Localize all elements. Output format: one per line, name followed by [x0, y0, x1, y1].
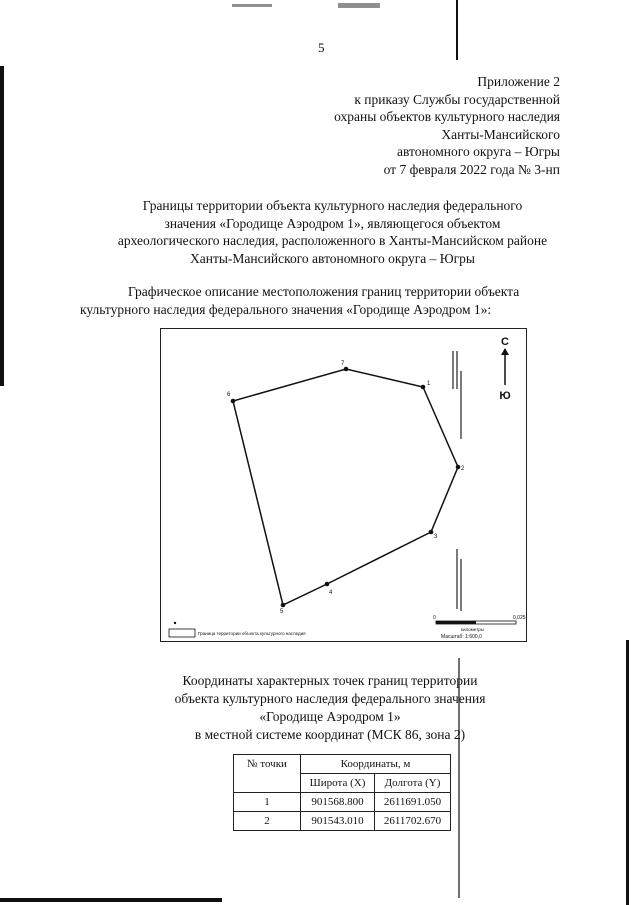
table-row [234, 793, 451, 812]
title-line: значения «Городище Аэродром 1», являющегося объектом [164, 215, 501, 231]
legend-swatch [169, 629, 195, 637]
table-row [234, 812, 451, 831]
title-line: археологического наследия, расположенного в Ханты-Мансийском районе [117, 233, 548, 248]
caption-line: Координаты характерных точек границ территории [182, 673, 478, 688]
cell-latitude: 901568.800 [301, 793, 375, 812]
appendix-header [240, 73, 560, 178]
cell-point-number: 2 [234, 812, 301, 831]
compass-north-label: С [501, 336, 509, 348]
boundary-map-svg [161, 329, 528, 643]
caption-line: «Городище Аэродром 1» [259, 709, 401, 724]
boundary-polygon [233, 369, 458, 605]
title-line: Ханты-Мансийского автономного округа – Югры [190, 250, 475, 266]
point-label: 2 [461, 466, 465, 472]
scale-ratio: Масштаб: 1:600,0 [441, 634, 482, 640]
title-line: Границы территории объекта культурного наследия федерального [142, 198, 523, 213]
boundary-point [421, 385, 426, 390]
header-point-number: № точки [234, 755, 301, 793]
scan-edge-line-bottom [0, 898, 222, 902]
header-coordinates: Координаты, м [301, 755, 451, 774]
header-longitude: Долгота (Y) [375, 774, 451, 793]
appendix-line: от 7 февраля 2022 года № 3-нп [383, 161, 560, 177]
map-legend [169, 622, 306, 637]
appendix-line: к приказу Службы государственной [354, 91, 560, 107]
scale-bar [433, 615, 526, 640]
boundary-point [325, 582, 330, 587]
scan-edge-line-right [456, 0, 458, 60]
boundary-point [456, 465, 461, 470]
point-label: 6 [227, 392, 231, 398]
legend-marker-dot [174, 622, 176, 624]
cell-point-number: 1 [234, 793, 301, 812]
compass-arrowhead [501, 348, 509, 355]
scan-edge-line-left [0, 66, 4, 386]
appendix-line: Ханты-Мансийского [441, 126, 560, 142]
scale-unit: километры [461, 627, 484, 632]
compass-south-label: Ю [499, 390, 511, 402]
scan-edge-line-bottom-right [626, 640, 629, 905]
point-label: 7 [341, 361, 345, 367]
appendix-line: охраны объектов культурного наследия [334, 109, 560, 124]
scan-noise-top [232, 4, 272, 7]
coordinates-table [233, 754, 451, 831]
point-label: 5 [280, 609, 284, 615]
page-number: 5 [318, 40, 325, 55]
intro-paragraph: Графическое описание местоположения границ территории объекта культурного наследия федерального значения «Городище Аэродром 1»: [80, 284, 520, 317]
compass [499, 336, 510, 402]
scan-noise-top-2 [338, 3, 380, 8]
document-title [60, 197, 605, 267]
boundary-point [231, 399, 236, 404]
scale-end: 0,025 [513, 615, 526, 621]
boundary-point [344, 367, 349, 372]
coordinates-caption [100, 672, 560, 744]
boundary-points [231, 367, 461, 608]
table-header-row [234, 755, 451, 774]
cell-longitude: 2611702.670 [375, 812, 451, 831]
boundary-point [281, 603, 286, 608]
cell-latitude: 901543.010 [301, 812, 375, 831]
caption-line: объекта культурного наследия федерального значения [174, 691, 486, 706]
cell-longitude: 2611691.050 [375, 793, 451, 812]
appendix-line: Приложение 2 [477, 74, 560, 89]
boundary-point [429, 530, 434, 535]
boundary-map [160, 328, 527, 642]
point-label: 3 [434, 534, 438, 540]
scale-zero: 0 [433, 615, 436, 621]
scale-bar-fill [436, 621, 476, 624]
caption-line: в местной системе координат (МСК 86, зона 2) [194, 727, 466, 742]
point-label: 1 [427, 381, 431, 387]
point-labels [227, 361, 465, 615]
legend-label: Граница территории объекта культурного наследия [198, 631, 306, 636]
appendix-line: автономного округа – Югры [397, 144, 560, 159]
point-label: 4 [329, 590, 333, 596]
header-latitude: Широта (X) [301, 774, 375, 793]
road-lines [453, 351, 461, 611]
